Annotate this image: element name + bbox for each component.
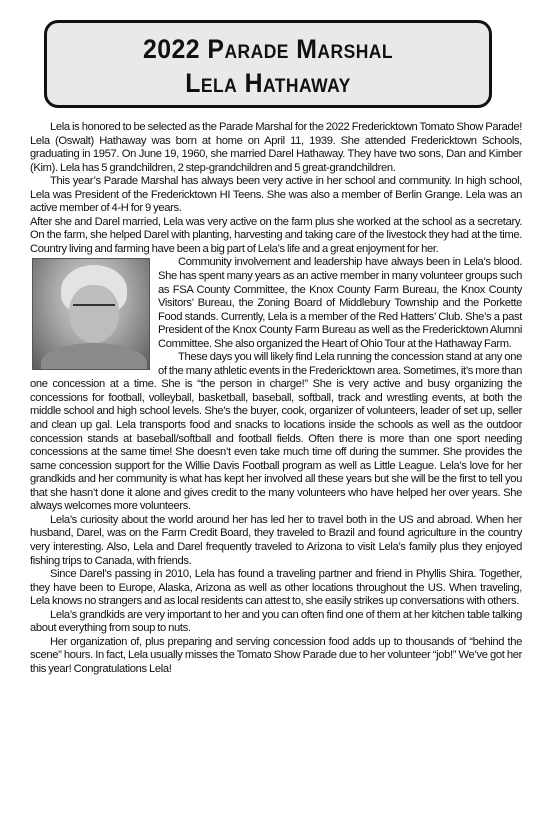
paragraph-closing: Her organization of, plus preparing and serving concession food adds up to thousands of “behind the scene” hours. In fact, Lela usually misses the Tomato Show Parade due to her volunteer “job!” We’ve got her this year! Congratulations Lela! [30, 635, 522, 675]
title-box [44, 20, 492, 108]
headline-line-1: 2022 Parade Marshal [142, 34, 394, 64]
paragraph-farm: After she and Darel married, Lela was very active on the farm plus she worked at the school as a secretary. On the farm, she helped Darel with planting, harvesting and taking care of the livestock they had at the time. Country living and farming have been a big part of Lela’s life and a great enjoyment for her. [30, 215, 522, 255]
paragraph-school: This year’s Parade Marshal has always been very active in her school and community. In high school, Lela was President of the Fredericktown HI Teens. She was also a member of Berlin Grange. Lela was an active member of 4-H for 9 years. [30, 175, 522, 215]
article-body [30, 121, 522, 676]
paragraph-concessions: These days you will likely find Lela running the concession stand at any one of the many athletic events in the Fredericktown area. Sometimes, it’s more than one concession at a time. She is “the person in charge!” She is very active and busy organizing the concessions for football, volleyball, basketball, baseball, softball, track and wrestling events, at both the middle school and high school levels. She’s the buyer, cook, organizer of volunteers, leader of set up, seller and clean up gal. Lela transports food and snacks to locations inside the schools as well as the outdoor concession stands at baseball/softball and football fields. Often there is more than one sport needing concessions at the same time! She doesn’t even take much time off during the summer. She provides the same concession support for the Willie Davis Football program as well as Little League. Lela’s love for her grandkids and her community is what has kept her involved all these years but she will be the first to tell you that she hasn’t done it alone and gives credit to the many volunteers who have helped her over years. She always welcomes more volunteers. [30, 351, 522, 513]
paragraph-community: Community involvement and leadership have always been in Lela’s blood. She has spent many years as an active member in many volunteer groups such as FSA County Committee, the Knox County Farm Bureau, the Knox County Visitors’ Bureau, the Zoning Board of Middlebury Township and the Porkette Food stands. Currently, Lela is a member of the Red Hatters’ Club. She’s a past President of the Knox County Farm Bureau as well as the Fredericktown Alumni Committee. She also organized the Heart of Ohio Tour at the Hathaway Farm. [158, 256, 522, 350]
paragraph-intro: Lela is honored to be selected as the Parade Marshal for the 2022 Fredericktown Tomato Show Parade! Lela (Oswalt) Hathaway was born at home on April 11, 1939. She attended Fredericktown Schools, graduating in 1957. On June 19, 1960, she married Darel Hathaway. They have two sons, Dan and Kimber (Kim). Lela has 5 grandchildren, 2 step-grandchildren and 5 great-grandchildren. [30, 121, 522, 174]
paragraph-grandkids: Lela’s grandkids are very important to her and you can often find one of them at her kitchen table talking about everything from soup to nuts. [30, 608, 522, 635]
portrait-photo [32, 258, 150, 370]
headline-line-2: Lela Hathaway [185, 68, 351, 98]
paragraph-phyllis: Since Darel’s passing in 2010, Lela has found a traveling partner and friend in Phyllis Shira. Together, they have been to Europe, Alaska, Arizona as well as other locations throughout the US. When traveling, Lela knows no strangers and as local residents can attest to, she easily strikes up conversations with others. [30, 568, 522, 608]
paragraph-travel: Lela’s curiosity about the world around her has led her to travel both in the US and abroad. When her husband, Darel, was on the Farm Credit Board, they traveled to Brazil and found agriculture in the country very interesting. Also, Lela and Darel frequently traveled to Arizona to visit Lela’s family plus they enjoyed fishing trips to Canada, with friends. [30, 513, 522, 567]
